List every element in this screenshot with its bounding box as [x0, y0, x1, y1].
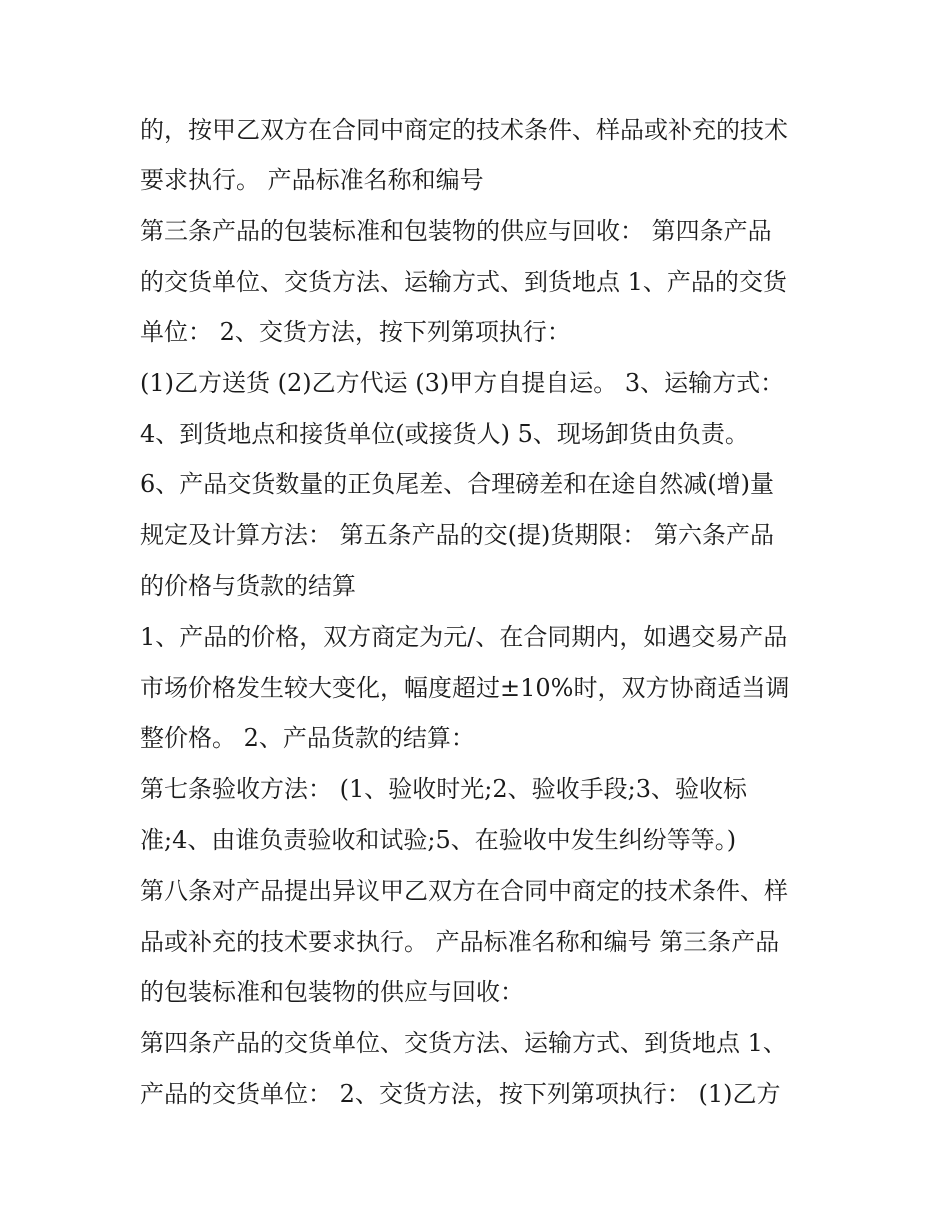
text-line: 第七条验收方法： (1、验收时光;2、验收手段;3、验收标 [140, 775, 747, 803]
text-line: 整价格。 2、产品货款的结算： [140, 724, 475, 752]
text-line: 4、到货地点和接货单位(或接货人) 5、现场卸货由负责。 [140, 420, 749, 448]
text-line: 规定及计算方法： 第五条产品的交(提)货期限： 第六条产品 [140, 521, 774, 549]
text-line: 1、产品的价格，双方商定为元/、在合同期内，如遇交易产品 [140, 623, 788, 651]
text-line: 6、产品交货数量的正负尾差、合理磅差和在途自然减(增)量 [140, 470, 774, 498]
text-line: 品或补充的技术要求执行。 产品标准名称和编号 第三条产品 [140, 928, 780, 956]
text-line: 第四条产品的交货单位、交货方法、运输方式、到货地点 1、 [140, 1029, 787, 1057]
text-line: 要求执行。 产品标准名称和编号 [140, 166, 484, 194]
text-line: 产品的交货单位： 2、交货方法，按下列第项执行： (1)乙方 [140, 1080, 781, 1108]
text-line: 第八条对产品提出异议甲乙双方在合同中商定的技术条件、样 [140, 877, 788, 905]
text-line: (1)乙方送货 (2)乙方代运 (3)甲方自提自运。 3、运输方式： [140, 369, 785, 397]
text-line: 单位： 2、交货方法，按下列第项执行： [140, 318, 571, 346]
text-line: 的交货单位、交货方法、运输方式、到货地点 1、产品的交货 [140, 268, 787, 296]
text-line: 准;4、由谁负责验收和试验;5、在验收中发生纠纷等等。) [140, 826, 737, 854]
text-line: 市场价格发生较大变化，幅度超过±10%时，双方协商适当调 [140, 674, 790, 702]
text-line: 的包装标准和包装物的供应与回收： [140, 978, 524, 1006]
text-line: 第三条产品的包装标准和包装物的供应与回收： 第四条产品 [140, 217, 772, 245]
text-line: 的，按甲乙双方在合同中商定的技术条件、样品或补充的技术 [140, 116, 788, 144]
text-line: 的价格与货款的结算 [140, 572, 356, 600]
